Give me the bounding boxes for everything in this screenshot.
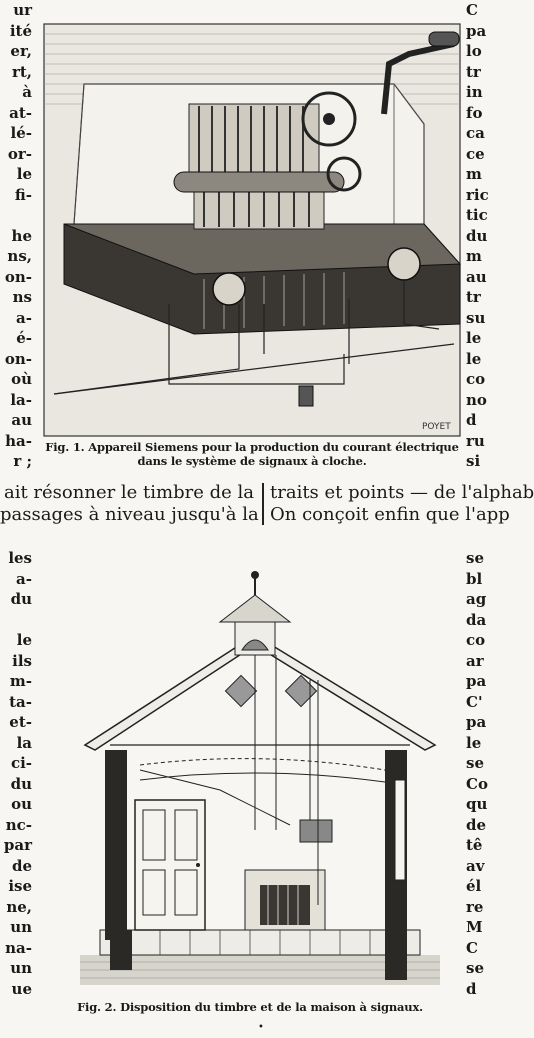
text-fragment: la bbox=[16, 733, 32, 752]
text-fragment: bl bbox=[466, 569, 483, 588]
siemens-apparatus-illustration bbox=[44, 24, 460, 436]
text-fragment: ne, bbox=[6, 897, 32, 916]
text-fragment: se bbox=[466, 549, 484, 567]
text-fragment: le bbox=[16, 631, 32, 649]
running-text-line: passages à niveau jusqu'à la bbox=[0, 504, 259, 525]
text-fragment: qu bbox=[466, 795, 488, 813]
text-fragment: d bbox=[466, 411, 477, 429]
text-fragment: de bbox=[11, 856, 32, 875]
text-fragment bbox=[0, 610, 34, 631]
text-fragment: et- bbox=[9, 713, 32, 731]
text-fragment: un bbox=[10, 918, 32, 936]
text-fragment: av bbox=[466, 856, 485, 875]
figure-1-caption bbox=[44, 440, 460, 468]
text-fragment: un bbox=[10, 959, 32, 977]
text-fragment: les bbox=[8, 549, 32, 567]
text-fragment: ité bbox=[9, 21, 32, 40]
text-fragment: où bbox=[11, 370, 32, 388]
text-fragment: tr bbox=[466, 288, 481, 306]
running-text-line: On conçoit enfin que l'app bbox=[270, 504, 510, 525]
text-fragment: ur bbox=[13, 1, 32, 19]
text-fragment: tr bbox=[466, 62, 481, 81]
text-fragment: ou bbox=[11, 795, 32, 813]
running-text-left bbox=[0, 482, 259, 526]
text-fragment: la- bbox=[10, 390, 32, 409]
text-fragment: rt, bbox=[11, 62, 32, 81]
figure-2-caption: Fig. 2. Disposition du timbre et de la maison à signaux. bbox=[77, 1000, 423, 1014]
text-fragment: su bbox=[466, 308, 486, 327]
text-fragment: C bbox=[466, 938, 478, 957]
figure-1-siemens-apparatus bbox=[44, 24, 460, 436]
text-fragment: ce bbox=[466, 144, 485, 163]
page-mark: • bbox=[258, 1022, 264, 1033]
text-fragment: ue bbox=[11, 979, 32, 998]
text-fragment: C' bbox=[466, 692, 483, 711]
text-fragment: le bbox=[466, 349, 482, 368]
text-fragment: tê bbox=[466, 836, 483, 854]
text-fragment: he bbox=[11, 226, 32, 245]
right-column-upper bbox=[466, 0, 500, 472]
running-text-line: ait résonner le timbre de la bbox=[3, 482, 254, 503]
text-fragment: le bbox=[466, 329, 482, 347]
text-fragment: ca bbox=[466, 124, 485, 142]
text-fragment: on- bbox=[4, 349, 32, 368]
text-fragment: pa bbox=[466, 21, 487, 40]
text-fragment: ha- bbox=[5, 431, 32, 450]
text-fragment: in bbox=[466, 83, 483, 101]
text-fragment: m- bbox=[9, 672, 32, 690]
text-fragment: du bbox=[466, 226, 488, 245]
text-fragment: du bbox=[10, 774, 32, 793]
text-fragment: d bbox=[466, 979, 477, 998]
text-fragment bbox=[0, 205, 34, 226]
text-fragment: ag bbox=[466, 590, 487, 608]
text-fragment: ns bbox=[12, 288, 32, 306]
text-fragment: ar bbox=[466, 651, 484, 670]
text-fragment: ta- bbox=[9, 692, 32, 711]
text-fragment: re bbox=[466, 897, 484, 916]
text-fragment: M bbox=[466, 918, 483, 936]
text-fragment: Co bbox=[466, 774, 488, 793]
text-fragment: fi- bbox=[14, 185, 32, 204]
text-fragment: au bbox=[11, 411, 32, 429]
text-fragment: le bbox=[466, 733, 482, 752]
engraver-signature: POYET bbox=[422, 422, 451, 432]
text-fragment: a- bbox=[16, 308, 32, 327]
text-fragment: a- bbox=[16, 569, 32, 588]
text-fragment: lo bbox=[466, 42, 482, 60]
text-fragment: er, bbox=[10, 42, 32, 60]
text-fragment: at- bbox=[9, 103, 32, 122]
right-column-lower bbox=[466, 548, 500, 999]
text-fragment: fo bbox=[466, 103, 483, 122]
text-fragment: r ; bbox=[13, 452, 32, 470]
figure-2-signal-house bbox=[40, 550, 460, 1000]
text-fragment: le bbox=[16, 165, 32, 183]
figure-1-caption-line-2: dans le système de signaux à cloche. bbox=[137, 454, 367, 468]
signal-house-illustration bbox=[40, 550, 460, 1000]
figure-1-caption-line-1: Fig. 1. Appareil Siemens pour la production du courant électrique bbox=[45, 440, 459, 454]
running-text-line: traits et points — de l'alphab bbox=[270, 482, 534, 503]
text-fragment: é- bbox=[16, 329, 32, 347]
text-fragment: pa bbox=[466, 713, 487, 731]
text-fragment: au bbox=[466, 267, 487, 286]
text-fragment: tic bbox=[466, 206, 488, 224]
text-fragment: lé- bbox=[10, 124, 32, 142]
text-fragment: ns, bbox=[7, 247, 32, 265]
text-fragment: ric bbox=[466, 185, 489, 204]
text-fragment: si bbox=[466, 452, 481, 470]
running-text-right bbox=[270, 482, 534, 526]
text-fragment: par bbox=[3, 836, 32, 854]
left-column-lower bbox=[0, 548, 34, 999]
text-fragment: ils bbox=[12, 651, 32, 670]
text-fragment: du bbox=[10, 590, 32, 608]
text-fragment: à bbox=[22, 83, 32, 101]
text-fragment: ise bbox=[8, 877, 32, 895]
text-fragment: no bbox=[466, 390, 487, 409]
column-divider bbox=[262, 483, 264, 525]
text-fragment: m bbox=[466, 165, 482, 183]
left-column-upper bbox=[0, 0, 34, 472]
text-fragment: da bbox=[466, 610, 487, 629]
text-fragment: C bbox=[466, 1, 478, 19]
text-fragment: ci- bbox=[10, 754, 32, 772]
text-fragment: se bbox=[466, 754, 484, 772]
text-fragment: nc- bbox=[5, 815, 32, 834]
text-fragment: m bbox=[466, 247, 482, 265]
text-fragment: de bbox=[466, 815, 487, 834]
text-fragment: ru bbox=[466, 431, 485, 450]
text-fragment: na- bbox=[5, 938, 32, 957]
text-fragment: co bbox=[466, 370, 486, 388]
text-fragment: on- bbox=[4, 267, 32, 286]
text-fragment: co bbox=[466, 631, 486, 649]
text-fragment: or- bbox=[7, 144, 32, 163]
text-fragment: pa bbox=[466, 672, 487, 690]
text-fragment: él bbox=[466, 877, 482, 895]
text-fragment: se bbox=[466, 959, 484, 977]
